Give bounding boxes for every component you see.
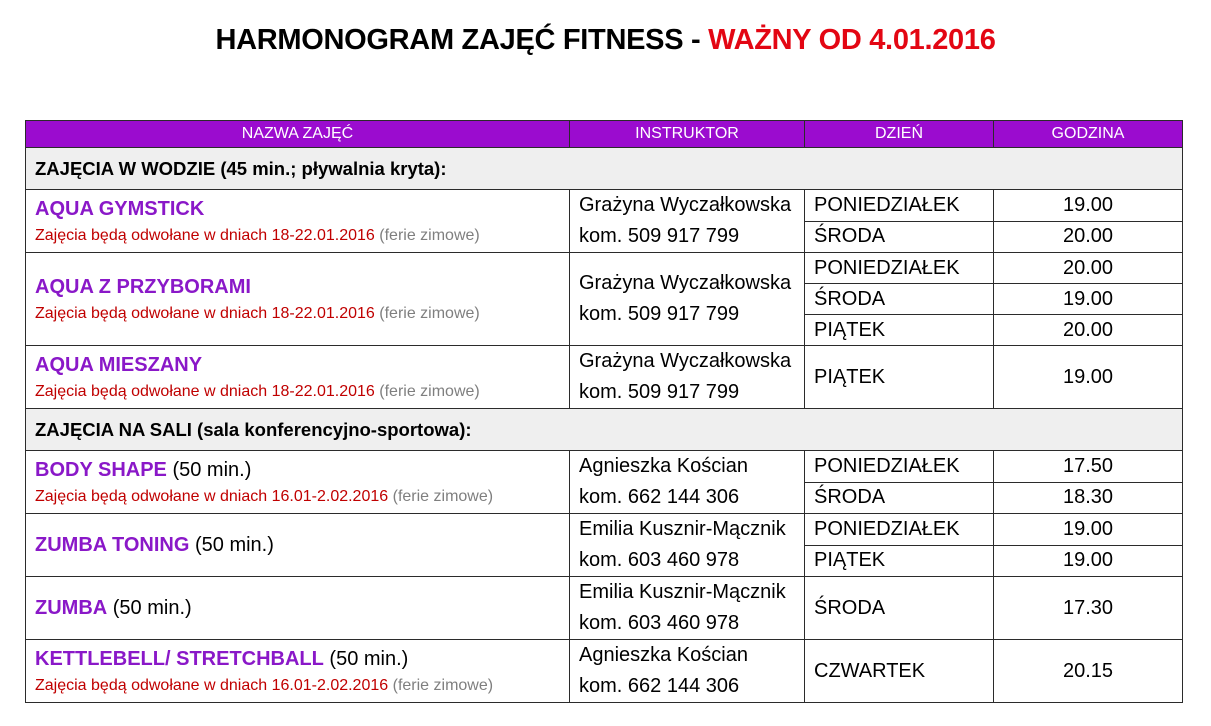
- instructor-name: Grażyna Wyczałkowska: [579, 272, 792, 294]
- day-cell: ŚRODA: [805, 577, 994, 640]
- class-duration: (50 min.): [189, 533, 274, 556]
- hour-cell: 19.00: [994, 284, 1183, 315]
- day-cell: ŚRODA: [805, 284, 994, 315]
- class-name-cell: [26, 253, 570, 346]
- instructor-phone: kom. 509 917 799: [579, 381, 740, 403]
- table-row: [26, 640, 1183, 703]
- instructor-phone: kom. 509 917 799: [579, 303, 740, 325]
- cancellation-reason: (ferie zimowe): [379, 226, 480, 244]
- table-row: [26, 577, 1183, 640]
- instructor-name: Grażyna Wyczałkowska: [579, 350, 792, 372]
- class-name: AQUA GYMSTICK: [35, 197, 205, 220]
- section-label: ZAJĘCIA NA SALI (sala konferencyjno-sportowa):: [26, 409, 1183, 451]
- instructor-cell: [570, 514, 805, 577]
- day-cell: ŚRODA: [805, 482, 994, 514]
- class-title: [35, 198, 569, 221]
- cancellation-reason: (ferie zimowe): [379, 304, 480, 322]
- instructor-phone: kom. 662 144 306: [579, 486, 740, 508]
- cancellation-text: Zajęcia będą odwołane w dniach 16.01-2.02.2016: [35, 487, 389, 505]
- hour-cell: 17.30: [994, 577, 1183, 640]
- instructor-phone: kom. 603 460 978: [579, 612, 740, 634]
- instructor-phone: kom. 662 144 306: [579, 675, 740, 697]
- class-title: [35, 459, 569, 482]
- class-name: BODY SHAPE: [35, 458, 167, 481]
- header-day: DZIEŃ: [805, 121, 994, 148]
- day-cell: PIĄTEK: [805, 346, 994, 409]
- day-cell: PONIEDZIAŁEK: [805, 190, 994, 222]
- instructor-name: Emilia Kusznir-Mącznik: [579, 581, 786, 603]
- title-main: HARMONOGRAM ZAJĘĆ FITNESS -: [215, 24, 709, 56]
- hour-cell: 20.00: [994, 253, 1183, 284]
- cancellation-note: [35, 305, 569, 323]
- instructor-cell: [570, 451, 805, 514]
- cancellation-note: [35, 383, 569, 401]
- hour-cell: 19.00: [994, 346, 1183, 409]
- hour-cell: 20.00: [994, 221, 1183, 253]
- cancellation-text: Zajęcia będą odwołane w dniach 18-22.01.2016: [35, 226, 375, 244]
- instructor-name: Agnieszka Kościan: [579, 455, 748, 477]
- class-duration: (50 min.): [323, 647, 409, 670]
- class-name: AQUA Z PRZYBORAMI: [35, 275, 251, 298]
- title-validity: WAŻNY OD 4.01.2016: [708, 24, 996, 56]
- table-row: [26, 346, 1183, 409]
- section-row: [26, 409, 1183, 451]
- day-cell: PONIEDZIAŁEK: [805, 514, 994, 546]
- class-name-cell: [26, 190, 570, 253]
- table-row: [26, 190, 1183, 222]
- table-row: [26, 253, 1183, 284]
- section-label: ZAJĘCIA W WODZIE (45 min.; pływalnia kryta):: [26, 148, 1183, 190]
- instructor-cell: [570, 346, 805, 409]
- hour-cell: 19.00: [994, 514, 1183, 546]
- header-name: NAZWA ZAJĘĆ: [26, 121, 570, 148]
- instructor-cell: [570, 253, 805, 346]
- instructor-phone: kom. 509 917 799: [579, 225, 740, 247]
- class-name-cell: [26, 577, 570, 640]
- header-row: [26, 121, 1183, 148]
- page-title: [0, 24, 1211, 57]
- header-hour: GODZINA: [994, 121, 1183, 148]
- class-name-cell: [26, 640, 570, 703]
- class-title: [35, 534, 569, 557]
- hour-cell: 17.50: [994, 451, 1183, 483]
- class-duration: (50 min.): [166, 458, 252, 481]
- cancellation-note: [35, 488, 569, 506]
- instructor-cell: [570, 577, 805, 640]
- cancellation-note: [35, 227, 569, 245]
- class-name-cell: [26, 514, 570, 577]
- class-name: KETTLEBELL/ STRETCHBALL: [35, 647, 324, 670]
- day-cell: PONIEDZIAŁEK: [805, 253, 994, 284]
- class-name-cell: [26, 451, 570, 514]
- day-cell: PIĄTEK: [805, 545, 994, 577]
- day-cell: PIĄTEK: [805, 315, 994, 346]
- table-row: [26, 451, 1183, 483]
- class-title: [35, 648, 569, 671]
- instructor-name: Grażyna Wyczałkowska: [579, 194, 792, 216]
- class-title: [35, 354, 569, 377]
- instructor-phone: kom. 603 460 978: [579, 549, 740, 571]
- hour-cell: 19.00: [994, 190, 1183, 222]
- cancellation-text: Zajęcia będą odwołane w dniach 18-22.01.2016: [35, 304, 375, 322]
- day-cell: CZWARTEK: [805, 640, 994, 703]
- cancellation-reason: (ferie zimowe): [392, 676, 494, 694]
- cancellation-text: Zajęcia będą odwołane w dniach 16.01-2.02.2016: [35, 676, 389, 694]
- cancellation-reason: (ferie zimowe): [379, 382, 480, 400]
- cancellation-reason: (ferie zimowe): [392, 487, 494, 505]
- section-row: [26, 148, 1183, 190]
- day-cell: ŚRODA: [805, 221, 994, 253]
- table-row: [26, 514, 1183, 546]
- class-name: ZUMBA TONING: [35, 533, 190, 556]
- class-name: ZUMBA: [35, 596, 108, 619]
- cancellation-text: Zajęcia będą odwołane w dniach 18-22.01.2016: [35, 382, 375, 400]
- class-duration: (50 min.): [107, 596, 192, 619]
- class-name: AQUA MIESZANY: [35, 353, 203, 376]
- instructor-name: Agnieszka Kościan: [579, 644, 748, 666]
- instructor-cell: [570, 190, 805, 253]
- schedule-table: [25, 120, 1183, 703]
- hour-cell: 19.00: [994, 545, 1183, 577]
- cancellation-note: [35, 677, 569, 695]
- header-instructor: INSTRUKTOR: [570, 121, 805, 148]
- class-title: [35, 597, 569, 620]
- class-name-cell: [26, 346, 570, 409]
- hour-cell: 20.15: [994, 640, 1183, 703]
- instructor-name: Emilia Kusznir-Mącznik: [579, 518, 786, 540]
- day-cell: PONIEDZIAŁEK: [805, 451, 994, 483]
- hour-cell: 20.00: [994, 315, 1183, 346]
- instructor-cell: [570, 640, 805, 703]
- hour-cell: 18.30: [994, 482, 1183, 514]
- class-title: [35, 276, 569, 299]
